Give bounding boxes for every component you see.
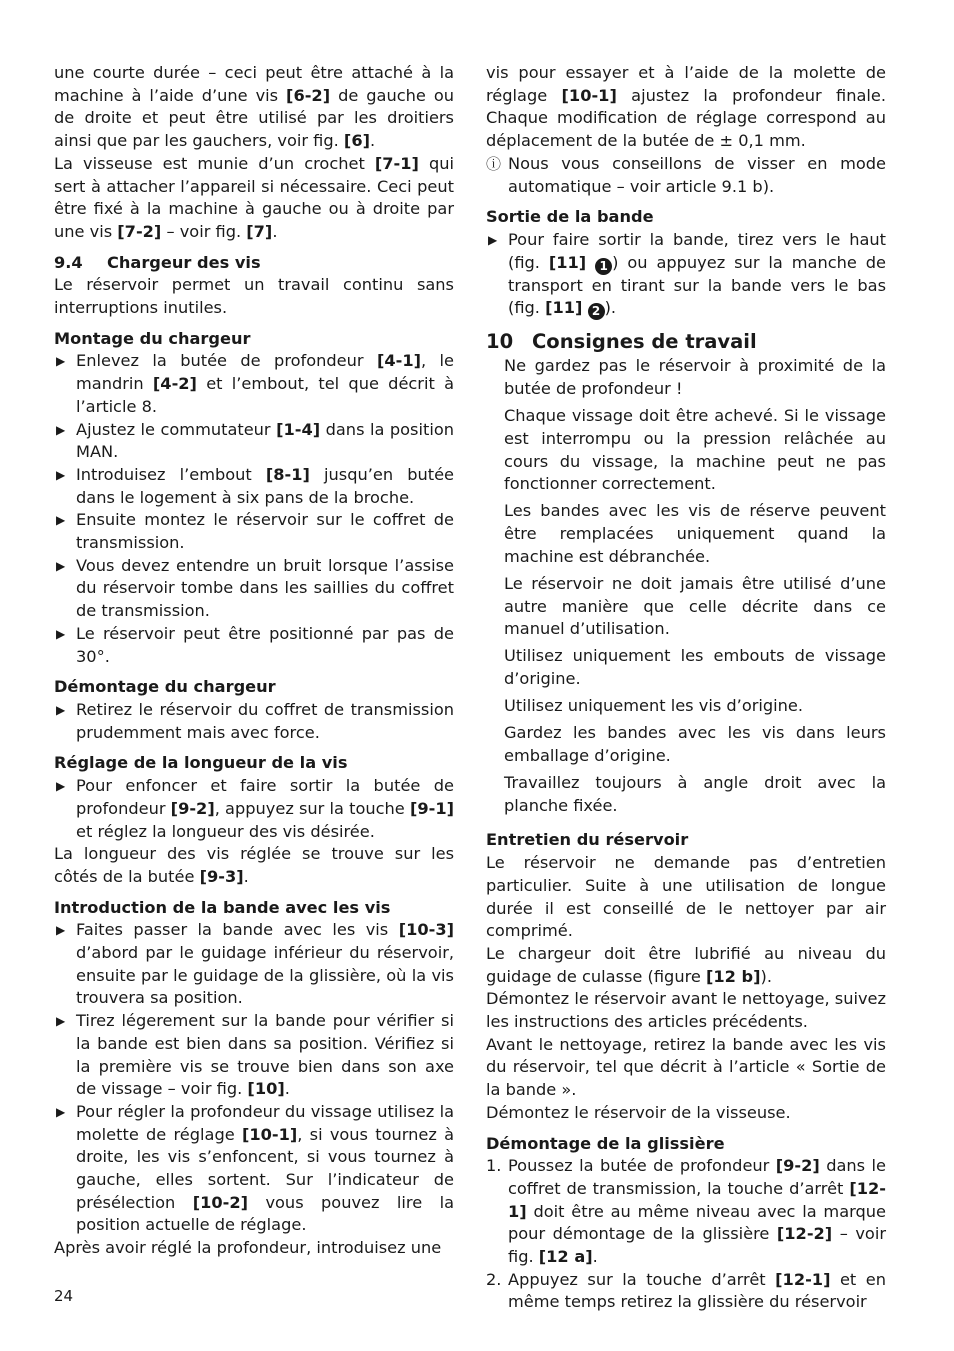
montage-item-2: ▶ Ajustez le commutateur [1-4] dans la position MAN. (56, 419, 454, 462)
reglage-heading: Réglage de la longueur de la vis (54, 753, 348, 773)
montage-heading: Montage du chargeur (54, 328, 251, 348)
entretien-paragraph-2: Le chargeur doit être lubrifié au niveau du guidage de culasse (figure [12 b]). (486, 943, 886, 986)
consigne-paragraph: Les bandes avec les vis de réserve peuvent être remplacées uniquement quand la machine est débranchée. (504, 501, 886, 566)
entretien-paragraph-4: Avant le nettoyage, retirez la bande avec les vis du réservoir, tel que décrit à l’article « Sortie de la bande ». (486, 1034, 886, 1100)
sortie-heading: Sortie de la bande (486, 207, 654, 227)
montage-item-6: ▶ Le réservoir peut être positionné par pas de 30°. (56, 623, 454, 666)
section-9-4-text: Le réservoir permet un travail continu sans interruptions inutiles. (54, 275, 454, 318)
bullet-arrow-icon: ▶ (56, 779, 66, 794)
glissiere-step-2: 2. Appuyez sur la touche d’arrêt [12-1] et en même temps retirez la glissière du réservoir (486, 1269, 886, 1312)
consigne-paragraph: Utilisez uniquement les vis d’origine. (504, 696, 804, 716)
glissiere-heading: Démontage de la glissière (486, 1133, 725, 1153)
montage-item-5: ▶ Vous devez entendre un bruit lorsque l’assise du réservoir tombe dans les saillies du coffret de transmission. (56, 555, 454, 621)
introduction-item-1: ▶ Faites passer la bande avec les vis [10-3] d’abord par le guidage inférieur du réservoir, ensuite par le guidage de la glissière, où la vis trouvera sa position. (56, 920, 454, 1008)
introduction-heading: Introduction de la bande avec les vis (54, 897, 391, 917)
left-column (54, 62, 454, 1260)
number-badge-1: 1 (595, 258, 612, 275)
bullet-arrow-icon: ▶ (56, 467, 66, 482)
intro-paragraph-2: La visseuse est munie d’un crochet [7-1] qui sert à attacher l’appareil si nécessaire. Ceci peut être fixé à la machine à gauche ou à droite par une vis [7-2] – voir fig. [7]. (54, 153, 454, 241)
bullet-arrow-icon: ▶ (56, 626, 66, 641)
section-heading-9-4: 9.4 Chargeur des vis (54, 252, 261, 272)
introduction-item-3: ▶ Pour régler la profondeur du vissage utilisez la molette de réglage [10-1], si vous tournez à droite, les vis s’enfoncent, si vous tournez à gauche, elles sortent. Sur l’indicateur de présélection [10-2] vous pouvez lire la position actuelle de réglage. (56, 1101, 455, 1235)
page-number: 24 (54, 1287, 74, 1305)
consigne-paragraph: Le réservoir ne doit jamais être utilisé d’une autre manière que celle décrite dans ce manuel d’utilisation. (504, 573, 886, 639)
consigne-paragraph: Gardez les bandes avec les vis dans leurs emballage d’origine. (504, 723, 886, 765)
glissiere-step-1: 1. Poussez la butée de profondeur [9-2] dans le coffret de transmission, la touche d’arrêt [12-1] doit être au même niveau avec la marque pour démontage de la glissière [12-2] – voir fig. [12 a]. (486, 1156, 886, 1267)
consigne-paragraph: Utilisez uniquement les embouts de vissage d’origine. (504, 646, 886, 689)
sortie-item-1: ▶ Pour faire sortir la bande, tirez vers le haut (fig. [11] 1 ) ou appuyez sur la manche de transport en tirant sur la bande vers le bas (fig. [11] 2 ). (488, 229, 886, 319)
bullet-arrow-icon: ▶ (56, 513, 66, 528)
bullet-arrow-icon: ▶ (56, 422, 66, 437)
number-badge-2: 2 (588, 303, 605, 320)
bullet-arrow-icon: ▶ (56, 1014, 66, 1029)
demontage-item-1: ▶ Retirez le réservoir du coffret de transmission prudemment mais avec force. (56, 699, 454, 742)
entretien-heading: Entretien du réservoir (486, 830, 689, 850)
section-heading-10: 10 Consignes de travail (486, 330, 757, 354)
bullet-arrow-icon: ▶ (56, 702, 66, 717)
introduction-item-2: ▶ Tirez légerement sur la bande pour vérifier si la bande est bien dans sa position. Vérifiez si la première vis se trouve bien dans son axe de vissage – voir fig. [10]. (56, 1011, 454, 1099)
info-icon: ⓘ (486, 154, 502, 173)
consigne-paragraph: Chaque vissage doit être achevé. Si le vissage est interrompu ou la pression relâchée au cours du vissage, la machine peut ne pas fonctionner correctement. (504, 406, 886, 494)
reglage-item-1: ▶ Pour enfoncer et faire sortir la butée de profondeur [9-2], appuyez sur la touche [9-1] et réglez la longueur des vis désirée. (56, 776, 454, 841)
reglage-text: La longueur des vis réglée se trouve sur les côtés de la butée [9-3]. (54, 844, 454, 886)
bullet-arrow-icon: ▶ (56, 558, 66, 573)
continued-paragraph: vis pour essayer et à l’aide de la molette de réglage [10-1] ajustez la profondeur finale. Chaque modification de réglage correspond au déplacement de la butée de ± 0,1 mm. (486, 63, 886, 151)
demontage-heading: Démontage du chargeur (54, 677, 276, 697)
montage-item-1: ▶ Enlevez la butée de profondeur [4-1], le mandrin [4-2] et l’embout, tel que décrit à l’article 8. (56, 351, 454, 416)
right-column (486, 62, 886, 1314)
entretien-paragraph-1: Le réservoir ne demande pas d’entretien particulier. Suite à une utilisation de longue durée il est conseillé de le nettoyer par air comprimé. (486, 853, 886, 941)
entretien-paragraph-5: Démontez le réservoir de la visseuse. (486, 1102, 791, 1122)
introduction-text: Après avoir réglé la profondeur, introduisez une (54, 1238, 442, 1258)
bullet-arrow-icon: ▶ (56, 923, 66, 938)
intro-paragraph-1: une courte durée – ceci peut être attaché à la machine à l’aide d’une vis [6-2] de gauche ou de droite et peut être utilisé par les droitiers ainsi que par les gauchers, voir fig. [6]. (54, 63, 454, 151)
consigne-paragraph: Ne gardez pas le réservoir à proximité de la butée de profondeur ! (504, 356, 886, 399)
bullet-arrow-icon: ▶ (56, 354, 66, 369)
bullet-arrow-icon: ▶ (56, 1104, 66, 1119)
montage-item-3: ▶ Introduisez l’embout [8-1] jusqu’en butée dans le logement à six pans de la broche. (56, 464, 454, 507)
entretien-paragraph-3: Démontez le réservoir avant le nettoyage, suivez les instructions des articles précédents. (486, 989, 886, 1032)
consigne-paragraph: Travaillez toujours à angle droit avec la planche fixée. (504, 773, 886, 815)
montage-item-4: ▶ Ensuite montez le réservoir sur le coffret de transmission. (56, 510, 454, 553)
info-note: ⓘ Nous vous conseillons de visser en mode automatique – voir article 9.1 b). (486, 153, 886, 196)
bullet-arrow-icon: ▶ (488, 232, 498, 247)
